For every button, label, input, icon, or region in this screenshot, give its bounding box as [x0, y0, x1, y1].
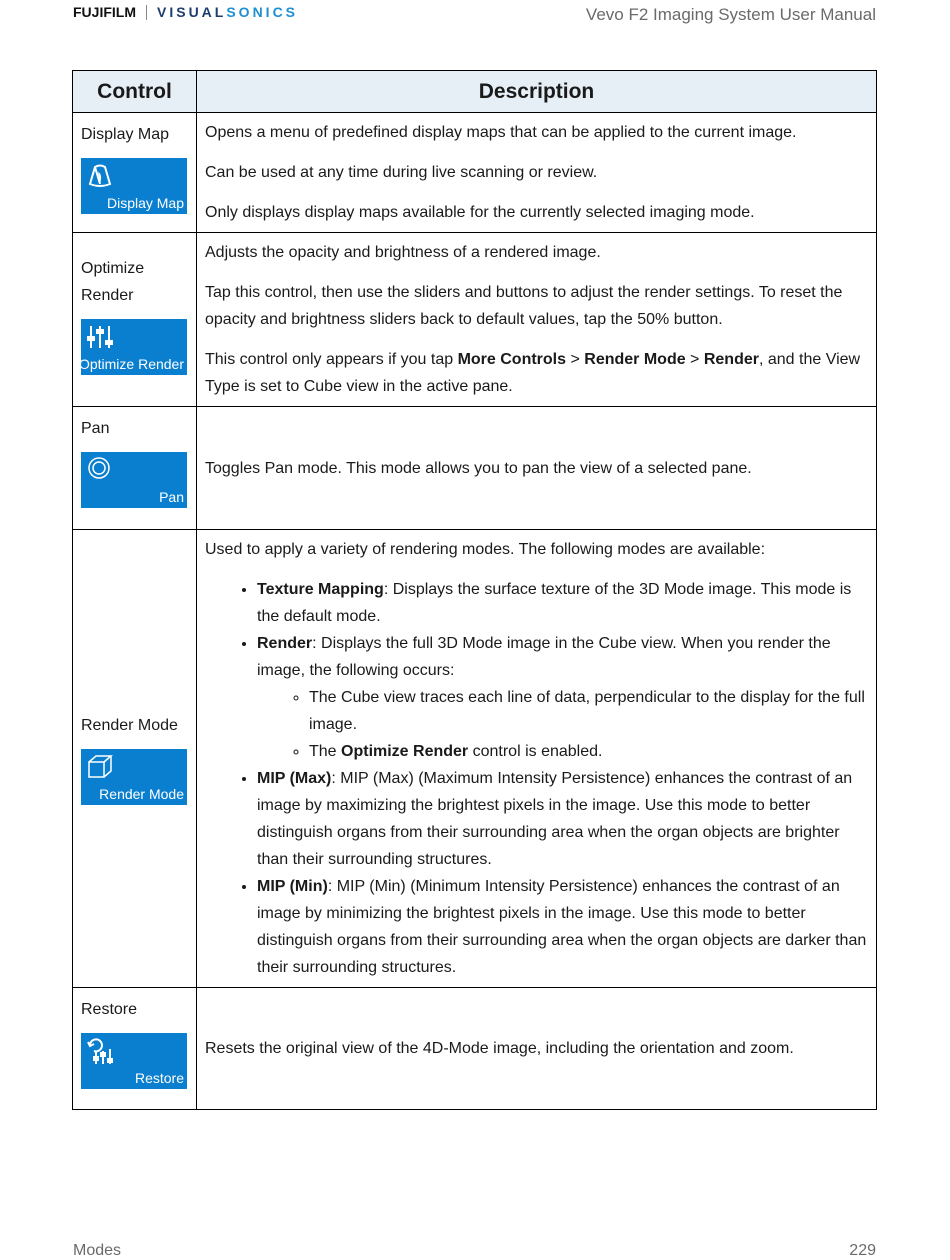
restore-button[interactable]	[81, 1033, 187, 1089]
text-run: , and the View Type is set to Cube view in the active pane.	[205, 351, 861, 395]
text-run: >	[566, 351, 585, 368]
logo-sonics-part: SONICS	[226, 4, 299, 20]
bold-term: More Controls	[457, 351, 567, 368]
control-cell	[73, 113, 197, 233]
description-text: Can be used at any time during live scanning or review.	[205, 164, 598, 181]
table-row	[73, 407, 877, 530]
text-run: >	[685, 351, 704, 368]
description-cell	[197, 233, 877, 407]
display-map-icon	[86, 162, 114, 190]
text-run: : MIP (Min) (Minimum Intensity Persistence) enhances the contrast of an image by minimizing the brightest pixels in the image. Use this mode to better distinguish organs from their surrounding area when the organ objects are darker than their surrounding structures.	[257, 878, 867, 976]
list-item	[257, 630, 868, 765]
description-text: Tap this control, then use the sliders and buttons to adjust the render settings. To reset the opacity and brightness sliders back to default values, tap the 50% button.	[205, 284, 843, 328]
list-item	[257, 873, 868, 981]
control-cell	[73, 988, 197, 1110]
table-row	[73, 988, 877, 1110]
text-run: This control only appears if you tap	[205, 351, 458, 368]
control-label: Restore	[81, 1001, 138, 1018]
optimize-render-button[interactable]	[78, 319, 187, 375]
sub-list	[257, 684, 868, 765]
button-caption: Display Map	[106, 195, 184, 211]
column-header-description: Description	[197, 71, 877, 113]
text-run: The	[309, 743, 342, 760]
text-run: control is enabled.	[468, 743, 603, 760]
table-row	[73, 233, 877, 407]
description-text: Toggles Pan mode. This mode allows you to pan the view of a selected pane.	[205, 459, 752, 477]
sub-list-item	[309, 738, 868, 765]
button-caption: Optimize Render	[78, 356, 184, 372]
list-item	[257, 576, 868, 630]
text-run: : Displays the surface texture of the 3D Mode image. This mode is the default mode.	[257, 581, 852, 625]
list-item	[257, 765, 868, 873]
table-row	[73, 530, 877, 988]
bold-term: Texture Mapping	[257, 581, 384, 598]
sub-list-item: ◦ The Cube view traces each line of data, perpendicular to the display for the full image.	[309, 684, 868, 738]
table-row	[73, 113, 877, 233]
control-cell	[73, 530, 197, 988]
bold-term: Optimize Render	[341, 743, 469, 760]
description-text: Only displays display maps available for the currently selected imaging mode.	[205, 204, 755, 221]
description-text: Resets the original view of the 4D-Mode image, including the orientation and zoom.	[205, 1040, 794, 1057]
cube-icon	[86, 753, 114, 781]
footer-section: Modes	[73, 1242, 122, 1259]
table-header-row	[73, 71, 877, 113]
description-text: Adjusts the opacity and brightness of a rendered image.	[205, 244, 601, 261]
controls-table	[72, 70, 877, 1110]
description-cell	[197, 113, 877, 233]
logo-visual-part: VISUAL	[157, 4, 227, 20]
description-cell	[197, 530, 877, 988]
render-mode-button[interactable]	[81, 749, 187, 805]
control-label: Optimize Render	[81, 260, 145, 304]
column-header-control: Control	[73, 71, 197, 113]
restore-icon	[86, 1037, 114, 1065]
control-label: Display Map	[81, 126, 170, 143]
logo-fujifilm: FUJIFILM	[73, 4, 136, 20]
page-number: 229	[849, 1242, 876, 1259]
brand-logo	[73, 4, 298, 20]
bold-term: MIP (Min)	[257, 878, 328, 895]
button-caption: Pan	[159, 489, 184, 505]
sliders-icon	[86, 323, 114, 351]
control-label: Pan	[81, 420, 110, 437]
bold-term: Render	[257, 635, 313, 652]
modes-list	[205, 576, 868, 981]
display-map-button[interactable]	[81, 158, 187, 214]
button-caption: Restore	[134, 1070, 184, 1086]
text-run: : Displays the full 3D Mode image in the Cube view. When you render the image, the following occurs:	[257, 635, 831, 679]
bold-term: Render Mode	[584, 351, 686, 368]
text-run: : MIP (Max) (Maximum Intensity Persistence) enhances the contrast of an image by maximizing the brightest pixels in the image. Use this mode to better distinguish organs from their surrounding area when the organ objects are brighter than their surrounding structures.	[257, 770, 853, 868]
button-caption: Render Mode	[99, 786, 184, 802]
description-text: Used to apply a variety of rendering modes. The following modes are available:	[205, 541, 766, 558]
control-cell	[73, 407, 197, 530]
control-label: Render Mode	[81, 717, 178, 734]
description-cell	[197, 988, 877, 1110]
manual-title: Vevo F2 Imaging System User Manual	[585, 5, 876, 24]
bold-term: MIP (Max)	[257, 770, 332, 787]
logo-visualsonics	[157, 4, 298, 20]
description-cell	[197, 407, 877, 530]
logo-divider	[146, 5, 147, 20]
control-cell	[73, 233, 197, 407]
pan-circle-icon	[86, 456, 114, 484]
pan-button[interactable]	[81, 452, 187, 508]
description-text: Opens a menu of predefined display maps that can be applied to the current image.	[205, 124, 797, 141]
bold-term: Render	[703, 351, 759, 368]
description-text	[205, 346, 868, 400]
